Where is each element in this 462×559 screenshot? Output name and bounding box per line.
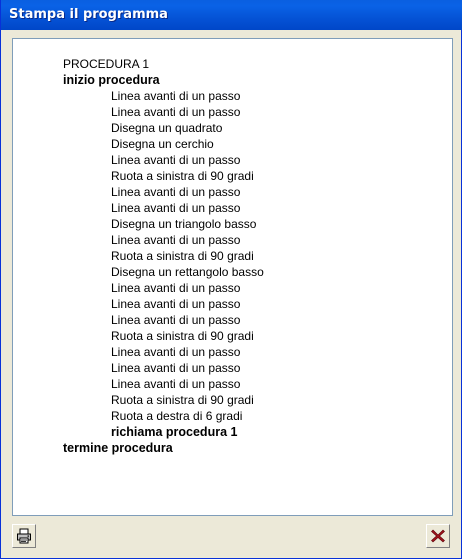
close-button[interactable] — [426, 524, 450, 548]
program-line: Linea avanti di un passo — [111, 185, 241, 199]
program-line: richiama procedura 1 — [111, 425, 238, 439]
program-line: Linea avanti di un passo — [111, 361, 241, 375]
program-line: Linea avanti di un passo — [111, 377, 241, 391]
program-line: Ruota a sinistra di 90 gradi — [111, 393, 254, 407]
program-line: Linea avanti di un passo — [111, 345, 241, 359]
program-lines — [63, 56, 264, 456]
program-line: Linea avanti di un passo — [111, 105, 241, 119]
printer-icon — [16, 528, 32, 544]
program-line: Ruota a sinistra di 90 gradi — [111, 169, 254, 183]
program-line: Linea avanti di un passo — [111, 233, 241, 247]
program-line: Ruota a sinistra di 90 gradi — [111, 249, 254, 263]
program-line: Linea avanti di un passo — [111, 281, 241, 295]
close-x-icon — [430, 528, 446, 544]
program-line: Disegna un rettangolo basso — [111, 265, 264, 279]
program-line: Linea avanti di un passo — [111, 297, 241, 311]
program-line: Ruota a sinistra di 90 gradi — [111, 329, 254, 343]
window-title: Stampa il programma — [9, 7, 168, 22]
program-line: Disegna un quadrato — [111, 121, 223, 135]
program-line: termine procedura — [63, 441, 173, 455]
program-listing[interactable] — [12, 38, 453, 516]
program-line: Linea avanti di un passo — [111, 153, 241, 167]
program-line: Ruota a destra di 6 gradi — [111, 409, 243, 423]
program-line: Linea avanti di un passo — [111, 313, 241, 327]
program-line: PROCEDURA 1 — [63, 57, 150, 71]
program-line: Linea avanti di un passo — [111, 89, 241, 103]
bottom-toolbar — [1, 516, 461, 558]
title-bar[interactable] — [1, 0, 462, 30]
program-line: Disegna un cerchio — [111, 137, 214, 151]
program-line: Linea avanti di un passo — [111, 201, 241, 215]
print-button[interactable] — [12, 524, 36, 548]
program-line: Disegna un triangolo basso — [111, 217, 257, 231]
program-line: inizio procedura — [63, 73, 160, 87]
